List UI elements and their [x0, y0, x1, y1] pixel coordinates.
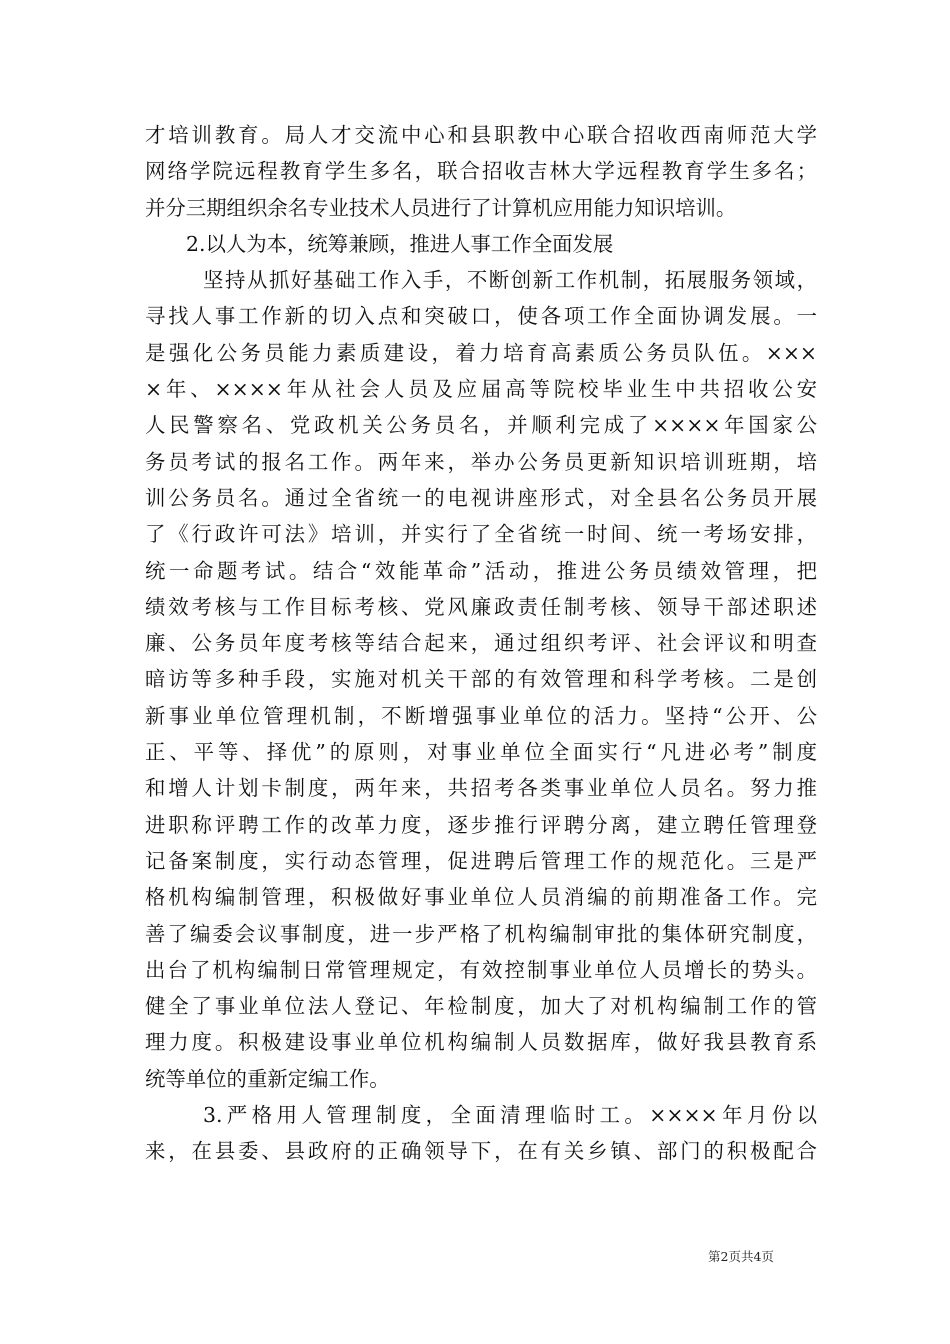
paragraph-line: 理力度。积极建设事业单位机构编制人员数据库，做好我县教育系 — [145, 1030, 817, 1055]
paragraph-line: 出台了机构编制日常管理规定，有效控制事业单位人员增长的势头。 — [145, 957, 817, 982]
paragraph-line: 坚持从抓好基础工作入手，不断创新工作机制，拓展服务领域， — [203, 268, 817, 293]
paragraph-line: 绩效考核与工作目标考核、党风廉政责任制考核、领导干部述职述 — [145, 594, 817, 619]
document-body — [145, 117, 817, 1170]
paragraph-line: 3.严格用人管理制度，全面清理临时工。××××年月份以 — [203, 1103, 817, 1128]
paragraph-line: 网络学院远程教育学生多名，联合招收吉林大学远程教育学生多名； — [145, 159, 817, 184]
page-number: 第2页共4页 — [708, 1249, 774, 1264]
section-heading: 2.以人为本，统筹兼顾，推进人事工作全面发展 — [186, 231, 614, 256]
paragraph-line: 人民警察名、党政机关公务员名，并顺利完成了××××年国家公 — [145, 413, 817, 438]
paragraph-line: 正、平等、择优”的原则，对事业单位全面实行“凡进必考”制度 — [145, 740, 817, 765]
paragraph-line: 务员考试的报名工作。两年来，举办公务员更新知识培训班期，培 — [145, 449, 817, 474]
paragraph-line: 廉、公务员年度考核等结合起来，通过组织考评、社会评议和明查 — [145, 631, 817, 656]
paragraph-line: 才培训教育。局人才交流中心和县职教中心联合招收西南师范大学 — [145, 123, 817, 147]
paragraph-line: 了《行政许可法》培训，并实行了全省统一时间、统一考场安排， — [145, 522, 817, 547]
paragraph-line: 记备案制度，实行动态管理，促进聘后管理工作的规范化。三是严 — [145, 848, 817, 873]
paragraph-line: 和增人计划卡制度，两年来，共招考各类事业单位人员名。努力推 — [145, 776, 817, 801]
paragraph-line: 健全了事业单位法人登记、年检制度，加大了对机构编制工作的管 — [145, 994, 817, 1019]
paragraph-line: 统一命题考试。结合“效能革命”活动，推进公务员绩效管理，把 — [145, 558, 817, 583]
paragraph-line: 来，在县委、县政府的正确领导下，在有关乡镇、部门的积极配合 — [145, 1139, 817, 1164]
paragraph-line: 格机构编制管理，积极做好事业单位人员消编的前期准备工作。完 — [145, 885, 817, 910]
paragraph-line: 是强化公务员能力素质建设，着力培育高素质公务员队伍。××× — [145, 340, 817, 365]
paragraph-line: 并分三期组织余名专业技术人员进行了计算机应用能力知识培训。 — [145, 195, 737, 220]
paragraph-line: ×年、××××年从社会人员及应届高等院校毕业生中共招收公安 — [145, 377, 817, 402]
paragraph-line: 训公务员名。通过全省统一的电视讲座形式，对全县名公务员开展 — [145, 485, 817, 510]
paragraph-line: 寻找人事工作新的切入点和突破口，使各项工作全面协调发展。一 — [145, 304, 817, 329]
paragraph-line: 善了编委会议事制度，进一步严格了机构编制审批的集体研究制度， — [145, 921, 817, 946]
paragraph-line: 统等单位的重新定编工作。 — [145, 1066, 390, 1091]
paragraph-line: 暗访等多种手段，实施对机关干部的有效管理和科学考核。二是创 — [145, 667, 817, 692]
paragraph-line: 进职称评聘工作的改革力度，逐步推行评聘分离，建立聘任管理登 — [145, 812, 817, 837]
paragraph-line: 新事业单位管理机制，不断增强事业单位的活力。坚持“公开、公 — [145, 703, 817, 728]
